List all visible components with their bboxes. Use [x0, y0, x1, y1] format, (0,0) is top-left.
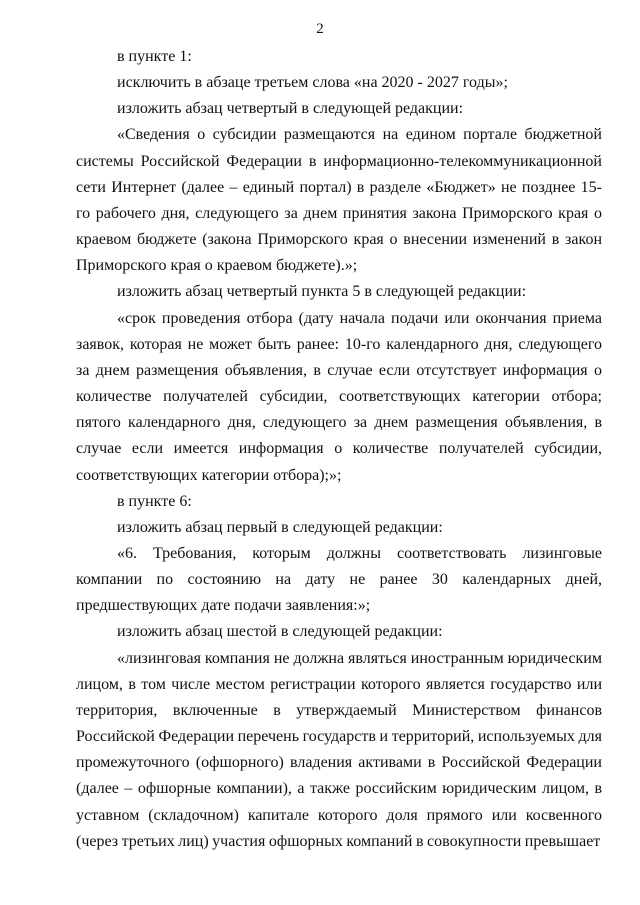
paragraph-exclude-words: исключить в абзаце третьем слова «на 2020 - 2027 годы»; [117, 74, 508, 92]
paragraph-item-6-intro: в пункте 6: [117, 492, 192, 510]
document-body [76, 44, 602, 855]
page-number: 2 [316, 21, 324, 37]
paragraph-amend-first-intro: изложить абзац первый в следующей редакции: [117, 518, 443, 536]
paragraph-amend-sixth-intro: изложить абзац шестой в следующей редакции: [117, 623, 443, 641]
paragraph-item-1-intro: в пункте 1: [117, 48, 192, 65]
paragraph-amend-item-5-intro: изложить абзац четвертый пункта 5 в следующей редакции: [117, 283, 527, 301]
paragraph-leasing-requirements: «6. Требования, которым должны соответствовать лизинговые компании по состоянию на дату не ранее 30 календарных дней, предшествующих дате подачи заявления:»; [76, 544, 602, 615]
paragraph-selection-deadline: «срок проведения отбора (дату начала подачи или окончания приема заявок, которая не может быть ранее: 10-го календарного дня, следующего за днем размещения объявления, в случае если отсутствует информация о количестве получателей субсидии, соответствующих категории отбора; пятого календарного дня, следующего за днем размещения объявления, в случае если имеется информация о количестве получателей субсидии, соответствующих категории отбора);»; [76, 309, 602, 484]
paragraph-offshore-restriction: «лизинговая компания не должна являться иностранным юридическим лицом, в том числе местом регистрации которого является государство или территория, включенные в утверждаемый Министерством финансов Российской Федерации перечень государств и территорий, используемых для промежуточного (офшорного) владения активами в Российской Федерации (далее – офшорные компании), а также российским юридическим лицом, в уставном (складочном) капитале которого доля прямого или косвенного (через третьих лиц) участия офшорных компаний в совокупности превышает [76, 649, 602, 850]
paragraph-subsidy-information: «Сведения о субсидии размещаются на едином портале бюджетной системы Российской Федерации в информационно-телекоммуникационной сети Интернет (далее – единый портал) в разделе «Бюджет» не позднее 15-го рабочего дня, следующего за днем принятия закона Приморского края о краевом бюджете (закона Приморского края о внесении изменений в закон Приморского края о краевом бюджете).»; [76, 126, 602, 275]
paragraph-amend-fourth-intro: изложить абзац четвертый в следующей редакции: [117, 100, 464, 118]
